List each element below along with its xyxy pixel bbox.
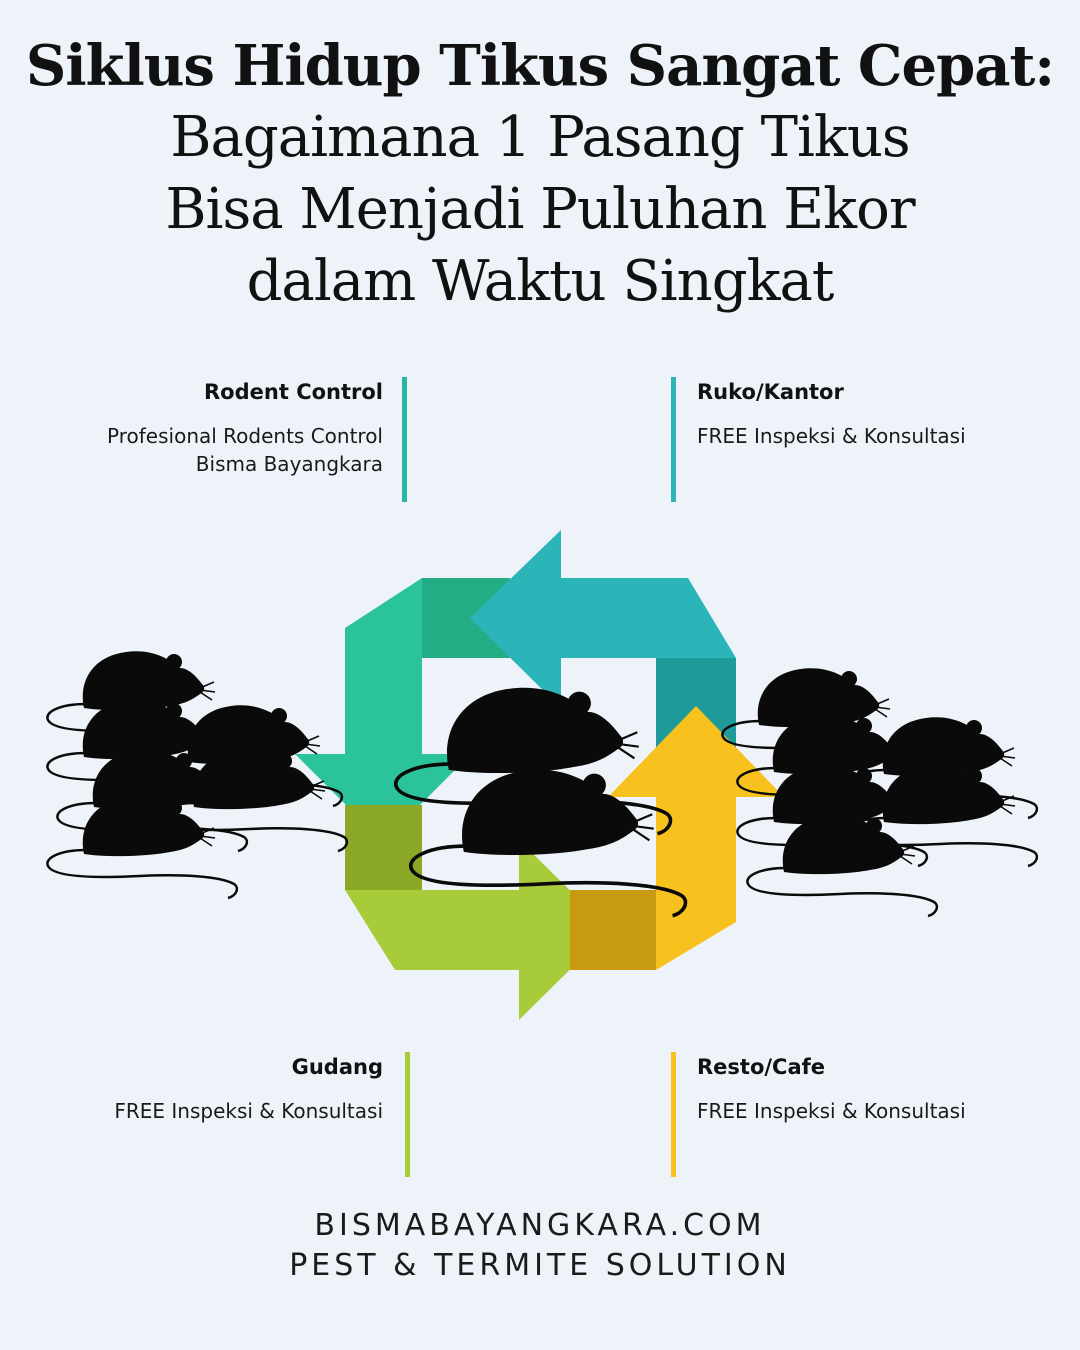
footer-tagline: PEST & TERMITE SOLUTION bbox=[289, 1248, 791, 1283]
panel-heading: Rodent Control bbox=[204, 380, 383, 404]
panel-heading: Resto/Cafe bbox=[697, 1055, 826, 1079]
footer-website: BISMABAYANGKARA.COM bbox=[314, 1208, 766, 1243]
panel-description: FREE Inspeksi & Konsultasi bbox=[697, 424, 966, 448]
title-line-3: Bisa Menjadi Puluhan Ekor bbox=[165, 177, 915, 242]
rat-icon bbox=[47, 797, 236, 898]
title-line-1: Siklus Hidup Tikus Sangat Cepat: bbox=[25, 33, 1055, 99]
footer bbox=[0, 1206, 1080, 1286]
rat-icon bbox=[747, 815, 936, 916]
panel-description: FREE Inspeksi & Konsultasi bbox=[114, 1099, 383, 1123]
panel-desc-line: Bisma Bayangkara bbox=[195, 452, 383, 476]
title-line-2: Bagaimana 1 Pasang Tikus bbox=[170, 105, 910, 170]
panel-description: FREE Inspeksi & Konsultasi bbox=[697, 1099, 966, 1123]
panel-heading: Gudang bbox=[291, 1055, 383, 1079]
panel-desc-line: Profesional Rodents Control bbox=[107, 424, 383, 448]
title-line-4: dalam Waktu Singkat bbox=[246, 249, 834, 314]
panel-heading: Ruko/Kantor bbox=[697, 380, 844, 404]
